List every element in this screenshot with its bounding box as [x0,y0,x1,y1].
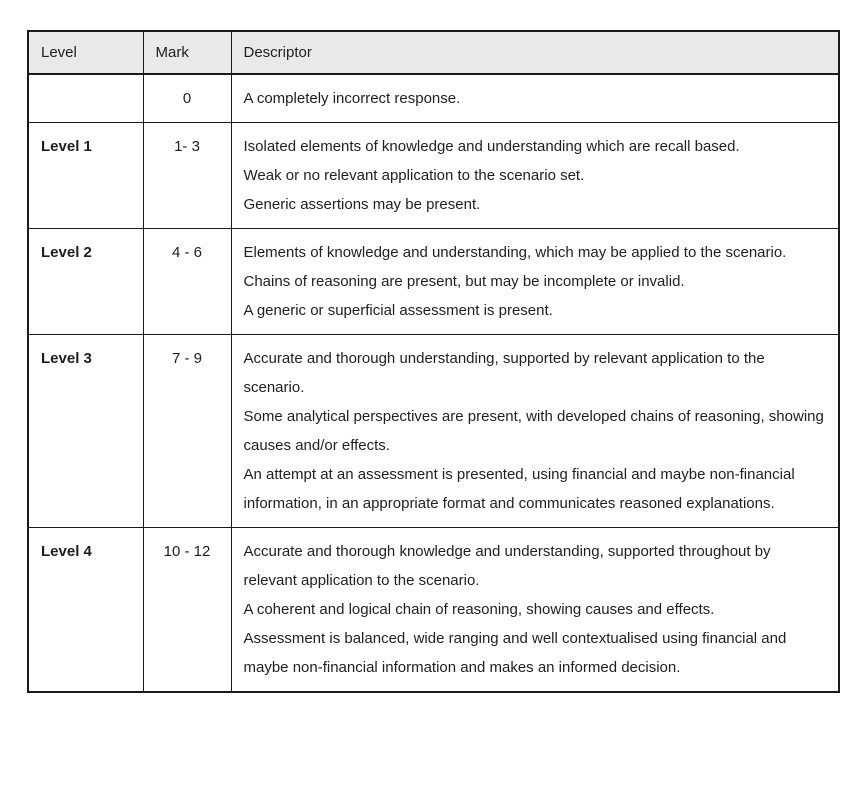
mark-cell: 0 [143,74,231,123]
descriptor-line: Some analytical perspectives are present, with developed chains of reasoning, showing causes and/or effects. [243,408,824,454]
table-row-level-2 [28,229,839,335]
descriptor-line: Generic assertions may be present. [243,196,481,213]
descriptor-line: A generic or superficial assessment is present. [243,302,553,319]
descriptor-line: Accurate and thorough understanding, supported by relevant application to the scenario. [243,350,765,396]
descriptor-line: Accurate and thorough knowledge and understanding, supported throughout by relevant application to the scenario. [243,543,771,589]
header-cell-descriptor: Descriptor [231,31,839,74]
descriptor-cell [231,229,839,335]
header-cell-mark: Mark [143,31,231,74]
descriptor-line: A completely incorrect response. [243,90,461,107]
table-row-mark-0 [28,74,839,123]
table-row-level-3 [28,335,839,528]
descriptor-line: Assessment is balanced, wide ranging and well contextualised using financial and maybe non-financial information and makes an informed decision. [243,630,787,676]
descriptor-cell [231,528,839,693]
level-cell: Level 3 [28,335,143,528]
descriptor-line: A coherent and logical chain of reasoning, showing causes and effects. [243,601,715,618]
descriptor-cell [231,123,839,229]
mark-cell: 7 - 9 [143,335,231,528]
descriptor-line: Elements of knowledge and understanding, which may be applied to the scenario. [243,244,787,261]
level-cell [28,74,143,123]
mark-cell: 10 - 12 [143,528,231,693]
table-row-level-1 [28,123,839,229]
mark-scheme-table [27,30,840,693]
descriptor-cell [231,74,839,123]
level-cell: Level 1 [28,123,143,229]
descriptor-line: Isolated elements of knowledge and understanding which are recall based. [243,138,740,155]
descriptor-line: Weak or no relevant application to the scenario set. [243,167,585,184]
level-cell: Level 4 [28,528,143,693]
level-cell: Level 2 [28,229,143,335]
mark-cell: 1- 3 [143,123,231,229]
header-cell-level: Level [28,31,143,74]
descriptor-cell [231,335,839,528]
descriptor-line: Chains of reasoning are present, but may be incomplete or invalid. [243,273,685,290]
descriptor-line: An attempt at an assessment is presented, using financial and maybe non-financial information, in an appropriate format and communicates reasoned explanations. [243,466,795,512]
table-header-row [28,31,839,74]
mark-cell: 4 - 6 [143,229,231,335]
table-row-level-4 [28,528,839,693]
